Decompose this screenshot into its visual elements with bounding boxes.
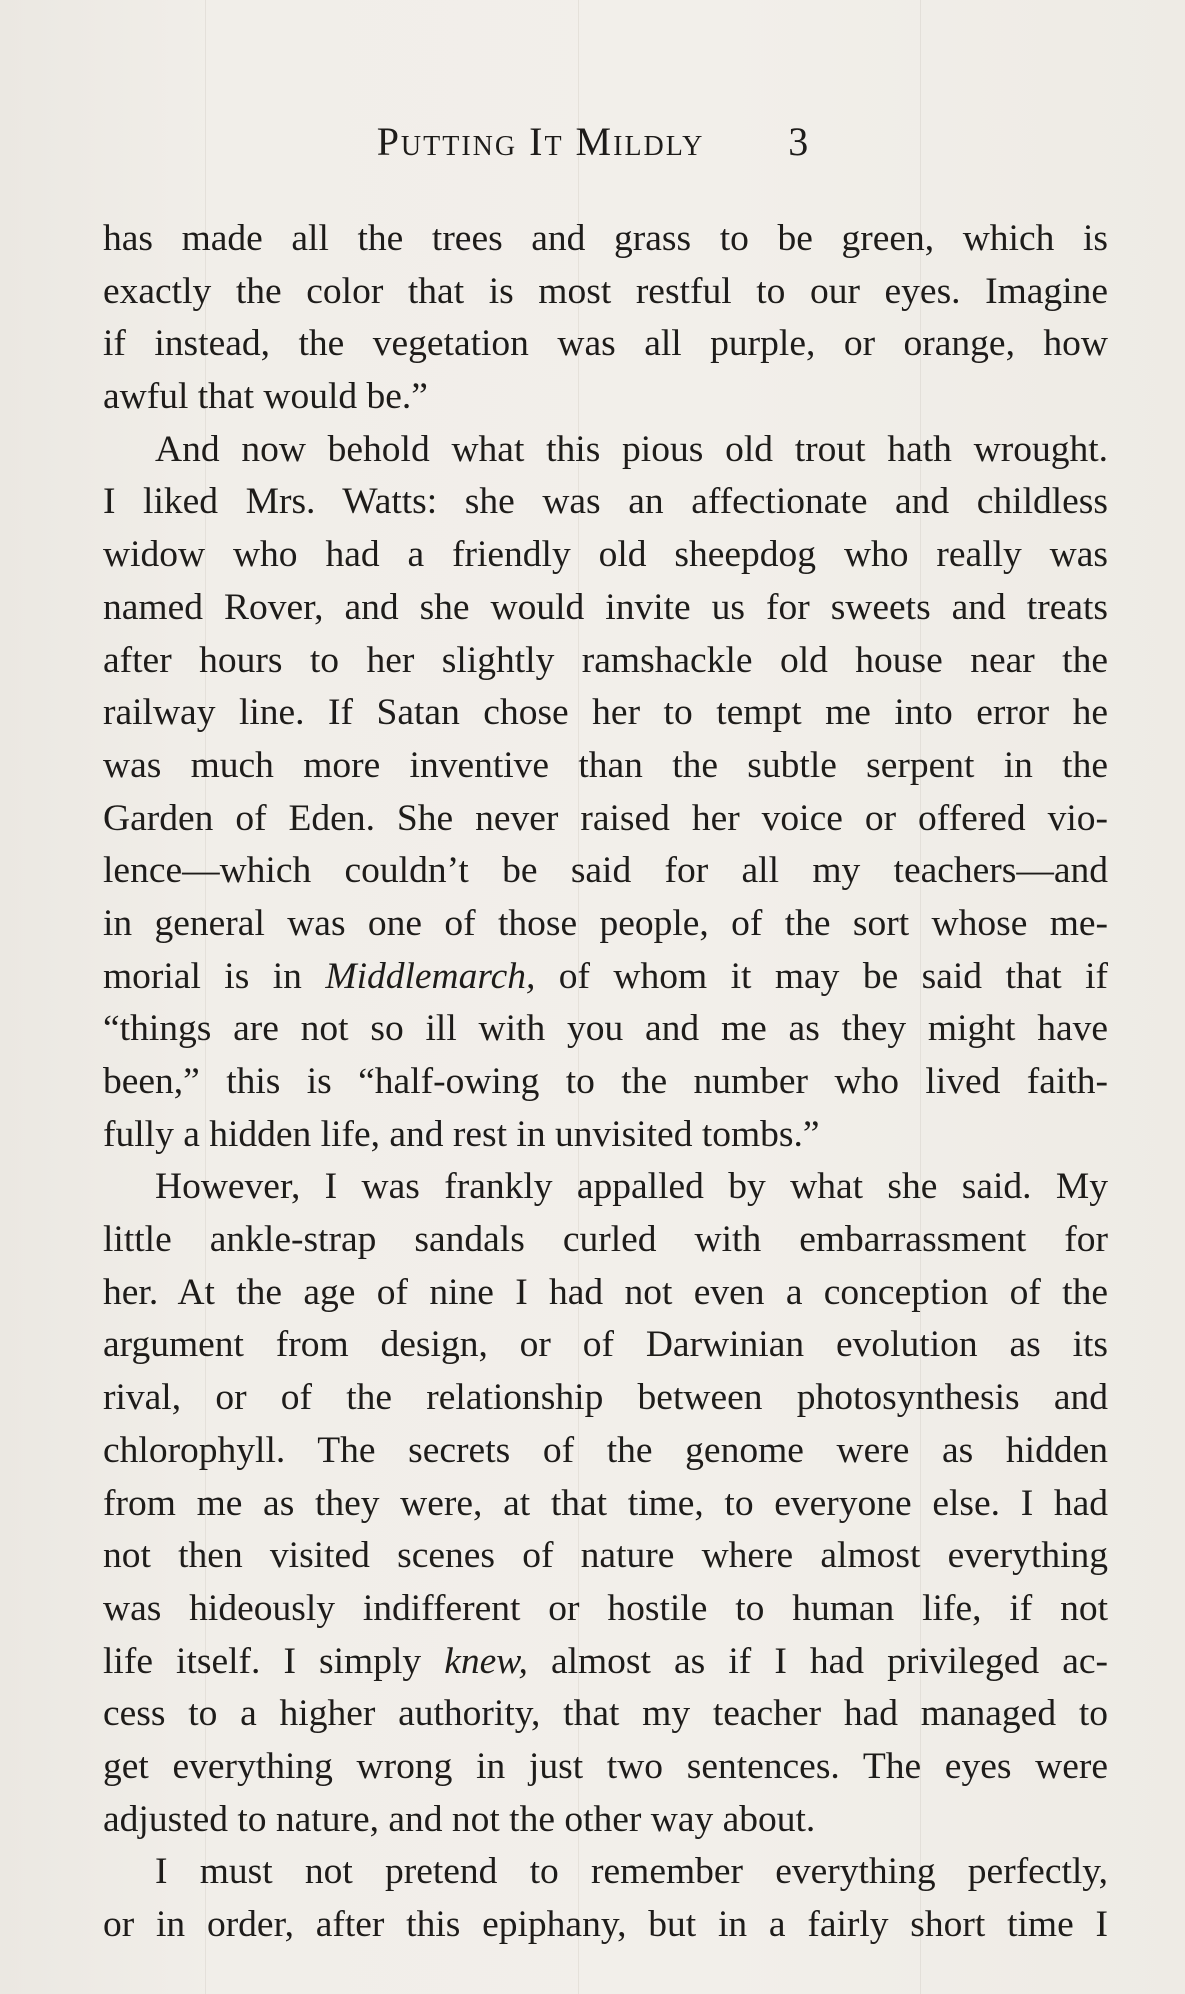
text-line: her. At the age of nine I had not even a conception of the (103, 1271, 1108, 1313)
text-line: little ankle-strap sandals curled with embarrassment for (103, 1219, 1108, 1261)
text-line: was much more inventive than the subtle serpent in the (103, 744, 1108, 786)
text-line: argument from design, or of Darwinian evolution as its (103, 1324, 1108, 1366)
page-number: 3 (788, 119, 809, 164)
paragraph-first-line: I must not pretend to remember everything perfectly, (155, 1851, 1108, 1893)
text-line: exactly the color that is most restful to our eyes. Imagine (103, 270, 1108, 312)
italic-emphasis: knew, (444, 1640, 528, 1682)
text-line: was hideously indifferent or hostile to human life, if not (103, 1587, 1108, 1629)
italic-title: Middlemarch, (325, 955, 536, 997)
paragraph-first-line: However, I was frankly appalled by what she said. My (155, 1166, 1108, 1208)
text-line: has made all the trees and grass to be green, which is (103, 218, 1108, 259)
text-line: cess to a higher authority, that my teacher had managed to (103, 1693, 1108, 1735)
running-head-title: Putting It Mildly (376, 119, 705, 164)
text-line: railway line. If Satan chose her to tempt me into error he (103, 692, 1108, 734)
text-line: widow who had a friendly old sheepdog who really was (103, 534, 1108, 576)
running-head (0, 118, 1185, 165)
text-line: get everything wrong in just two sentences. The eyes were (103, 1745, 1108, 1787)
text-line: not then visited scenes of nature where almost everything (103, 1535, 1108, 1577)
text-line: named Rover, and she would invite us for sweets and treats (103, 586, 1108, 628)
text-line: “things are not so ill with you and me as they might have (103, 1008, 1108, 1050)
text-line: adjusted to nature, and not the other way about. (103, 1798, 816, 1840)
text-line: Garden of Eden. She never raised her voice or offered vio- (103, 797, 1108, 839)
text-line: rival, or of the relationship between photosynthesis and (103, 1377, 1108, 1419)
text-line: awful that would be.” (103, 376, 428, 418)
body-text (103, 213, 1108, 1952)
text-line: in general was one of those people, of the sort whose me- (103, 902, 1108, 944)
text-line: been,” this is “half-owing to the number who lived faith- (103, 1061, 1108, 1102)
text-line: fully a hidden life, and rest in unvisited tombs.” (103, 1113, 820, 1155)
text-line: if instead, the vegetation was all purple, or orange, how (103, 323, 1108, 365)
text-line: from me as they were, at that time, to everyone else. I had (103, 1482, 1108, 1524)
text-line: lence—which couldn’t be said for all my teachers—and (103, 850, 1108, 892)
paragraph-first-line: And now behold what this pious old trout hath wrought. (155, 428, 1108, 470)
text-line: chlorophyll. The secrets of the genome were as hidden (103, 1429, 1108, 1471)
text-line: life itself. I simply knew, almost as if I had privileged ac- (103, 1640, 1108, 1682)
text-line: after hours to her slightly ramshackle old house near the (103, 639, 1108, 681)
text-line: I liked Mrs. Watts: she was an affectionate and childless (103, 481, 1108, 523)
text-line: or in order, after this epiphany, but in a fairly short time I (103, 1904, 1108, 1945)
text-line: morial is in Middlemarch, of whom it may be said that if (103, 955, 1109, 997)
